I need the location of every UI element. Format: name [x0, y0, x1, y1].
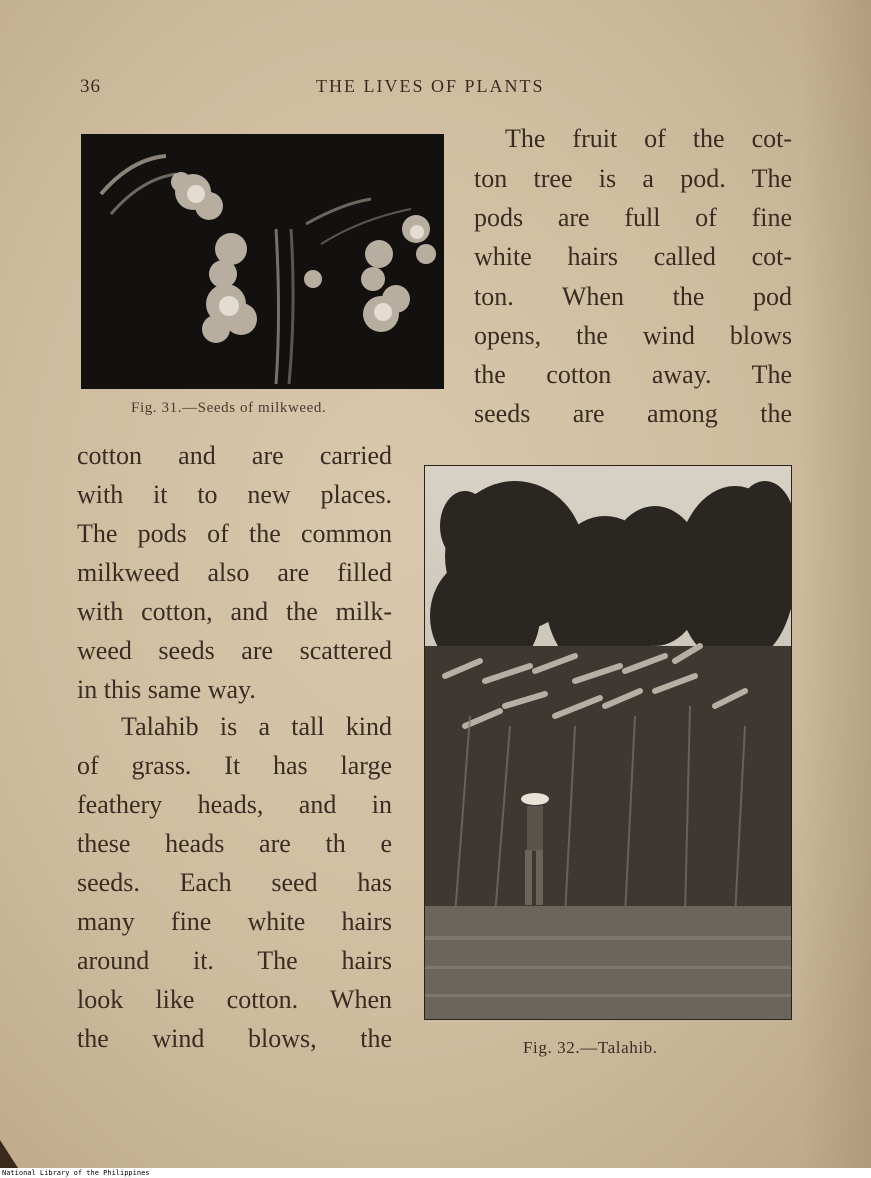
text-line: many fine white hairs	[77, 907, 392, 936]
figure-31-caption: Fig. 31.—Seeds of milkweed.	[131, 400, 327, 416]
text-line: weed seeds are scattered	[77, 636, 392, 665]
text-line: around it. The hairs	[77, 946, 392, 975]
talahib-photo-icon	[424, 465, 792, 1020]
text-line: seeds. Each seed has	[77, 868, 392, 897]
text-line: the cotton away. The	[474, 360, 792, 389]
text-line: in this same way.	[77, 675, 256, 704]
text-line: look like cotton. When	[77, 985, 392, 1014]
text-line: pods are full of fine	[474, 203, 792, 232]
page-corner-mark	[0, 1140, 18, 1168]
text-line: milkweed also are filled	[77, 558, 392, 587]
text-line: The pods of the common	[77, 519, 392, 548]
text-line: opens, the wind blows	[474, 321, 792, 350]
text-line: with it to new places.	[77, 480, 392, 509]
text-line: ton. When the pod	[474, 282, 792, 311]
text-line: The fruit of the cot-	[505, 124, 792, 153]
text-line: cotton and are carried	[77, 441, 392, 470]
text-line: with cotton, and the milk-	[77, 597, 392, 626]
text-line: Talahib is a tall kind	[121, 712, 392, 741]
library-credit: National Library of the Philippines	[0, 1168, 871, 1178]
page-edge-shadow	[801, 0, 871, 1168]
milkweed-photo-icon	[81, 134, 444, 389]
figure-32-caption: Fig. 32.—Talahib.	[523, 1038, 658, 1057]
text-line: of grass. It has large	[77, 751, 392, 780]
text-line: these heads are th e	[77, 829, 392, 858]
text-line: white hairs called cot-	[474, 242, 792, 271]
text-line: feathery heads, and in	[77, 790, 392, 819]
text-line: seeds are among the	[474, 399, 792, 428]
text-line: ton tree is a pod. The	[474, 164, 792, 193]
page-number: 36	[80, 76, 101, 97]
talahib-illustration	[425, 466, 791, 1019]
running-title: THE LIVES OF PLANTS	[316, 76, 545, 96]
text-line: the wind blows, the	[77, 1024, 392, 1053]
milkweed-illustration	[81, 134, 444, 389]
